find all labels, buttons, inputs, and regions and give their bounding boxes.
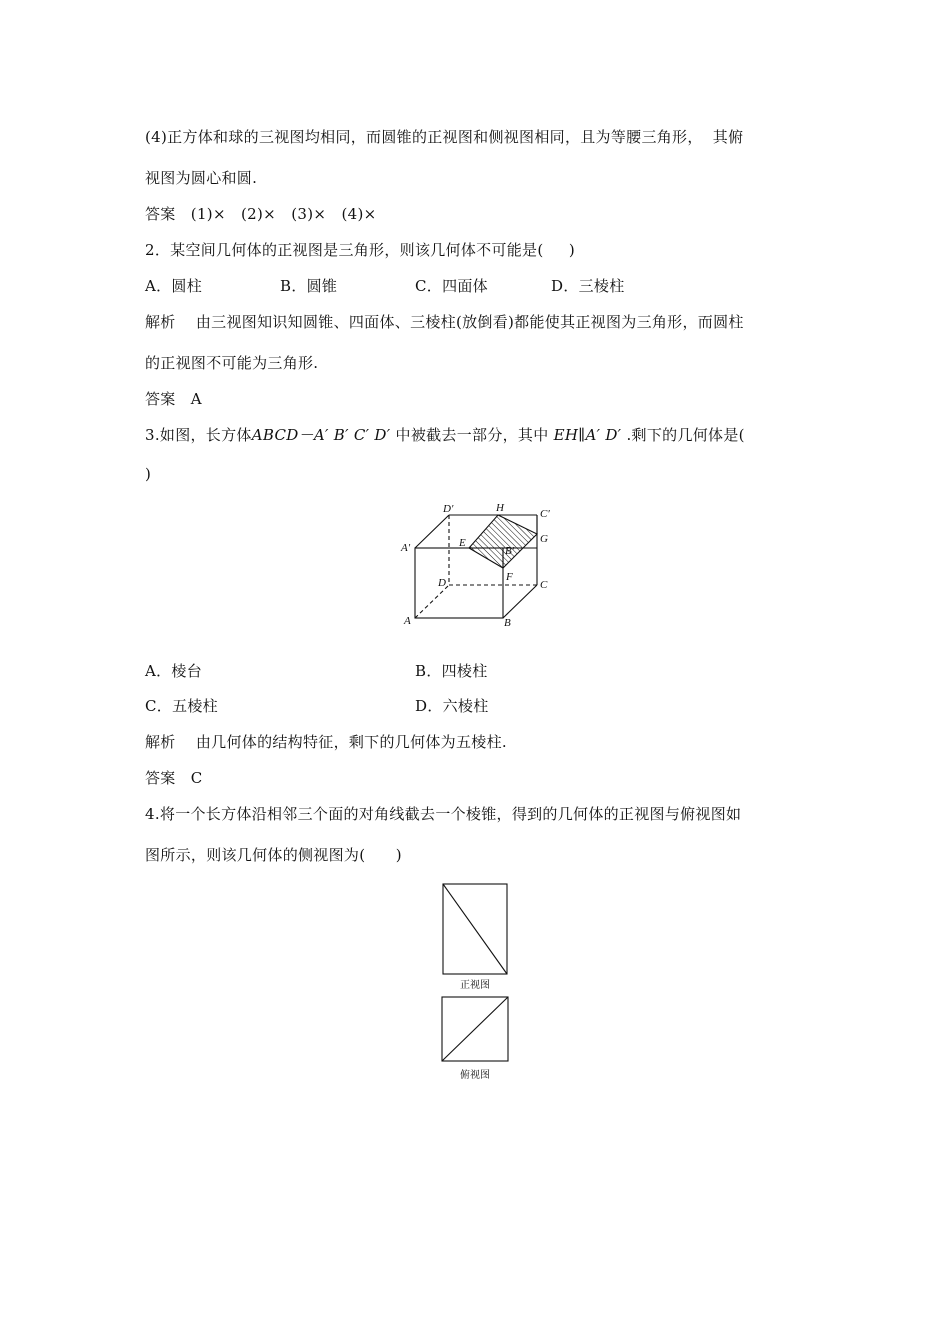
question-4: 4.将一个长方体沿相邻三个面的对角线截去一个棱锥，得到的几何体的正视图与俯视图如 <box>145 805 742 823</box>
front-view-caption: 正视图 <box>460 980 490 991</box>
q3-option-b: B．四棱柱 <box>415 662 488 680</box>
q3-solid-name: ABCD－A′ B′ C′ D′ <box>251 426 391 444</box>
label-ap: A′ <box>401 542 411 554</box>
label-d: D <box>438 577 446 589</box>
front-view-figure <box>440 882 512 992</box>
q3-option-c: C．五棱柱 <box>145 697 218 715</box>
label-dp: D′ <box>443 503 454 515</box>
q3-option-d: D．六棱柱 <box>415 697 489 715</box>
label-e: E <box>459 537 466 549</box>
q2-option-a: A．圆柱 <box>145 277 203 295</box>
text-line: 图所示，则该几何体的侧视图为( ) <box>145 846 402 864</box>
q3-text: 中被截去一部分，其中 <box>390 426 554 444</box>
analysis-line: 解析 由几何体的结构特征，剩下的几何体为五棱柱. <box>145 733 507 751</box>
label-c: C <box>540 579 548 591</box>
q3-text: 3.如图，长方体 <box>145 426 252 444</box>
label-cp: C′ <box>540 508 550 520</box>
answer-line: 答案 C <box>145 769 203 787</box>
label-bp: B′ <box>505 545 515 557</box>
q2-option-c: C．四面体 <box>415 277 488 295</box>
analysis-line: 的正视图不可能为三角形. <box>145 354 319 372</box>
label-g: G <box>540 533 548 545</box>
q2-option-b: B．圆锥 <box>280 277 338 295</box>
q2-option-d: D．三棱柱 <box>551 277 625 295</box>
cuboid-figure <box>395 500 560 630</box>
text-line: (4)正方体和球的三视图均相同，而圆锥的正视图和侧视图相同，且为等腰三角形， 其俯 <box>145 128 744 146</box>
answer-line: 答案 (1)× (2)× (3)× (4)× <box>145 205 377 223</box>
top-view-figure <box>440 995 512 1083</box>
q3-option-a: A．棱台 <box>145 662 203 680</box>
text-line: ) <box>145 465 152 483</box>
question-2: 2．某空间几何体的正视图是三角形，则该几何体不可能是( ) <box>145 241 575 259</box>
q3-parallel: EH∥A′ D′ <box>553 426 622 444</box>
top-view-caption: 俯视图 <box>460 1070 490 1081</box>
analysis-line: 解析 由三视图知识知圆锥、四面体、三棱柱(放倒看)都能使其正视图为三角形，而圆柱 <box>145 313 744 331</box>
label-a: A <box>404 615 411 627</box>
label-f: F <box>506 571 513 583</box>
text-line: 视图为圆心和圆. <box>145 169 258 187</box>
label-b: B <box>504 617 511 629</box>
answer-line: 答案 A <box>145 390 202 408</box>
question-3 <box>145 425 745 445</box>
q3-text: .剩下的几何体是( <box>621 426 745 444</box>
label-h: H <box>496 502 504 514</box>
